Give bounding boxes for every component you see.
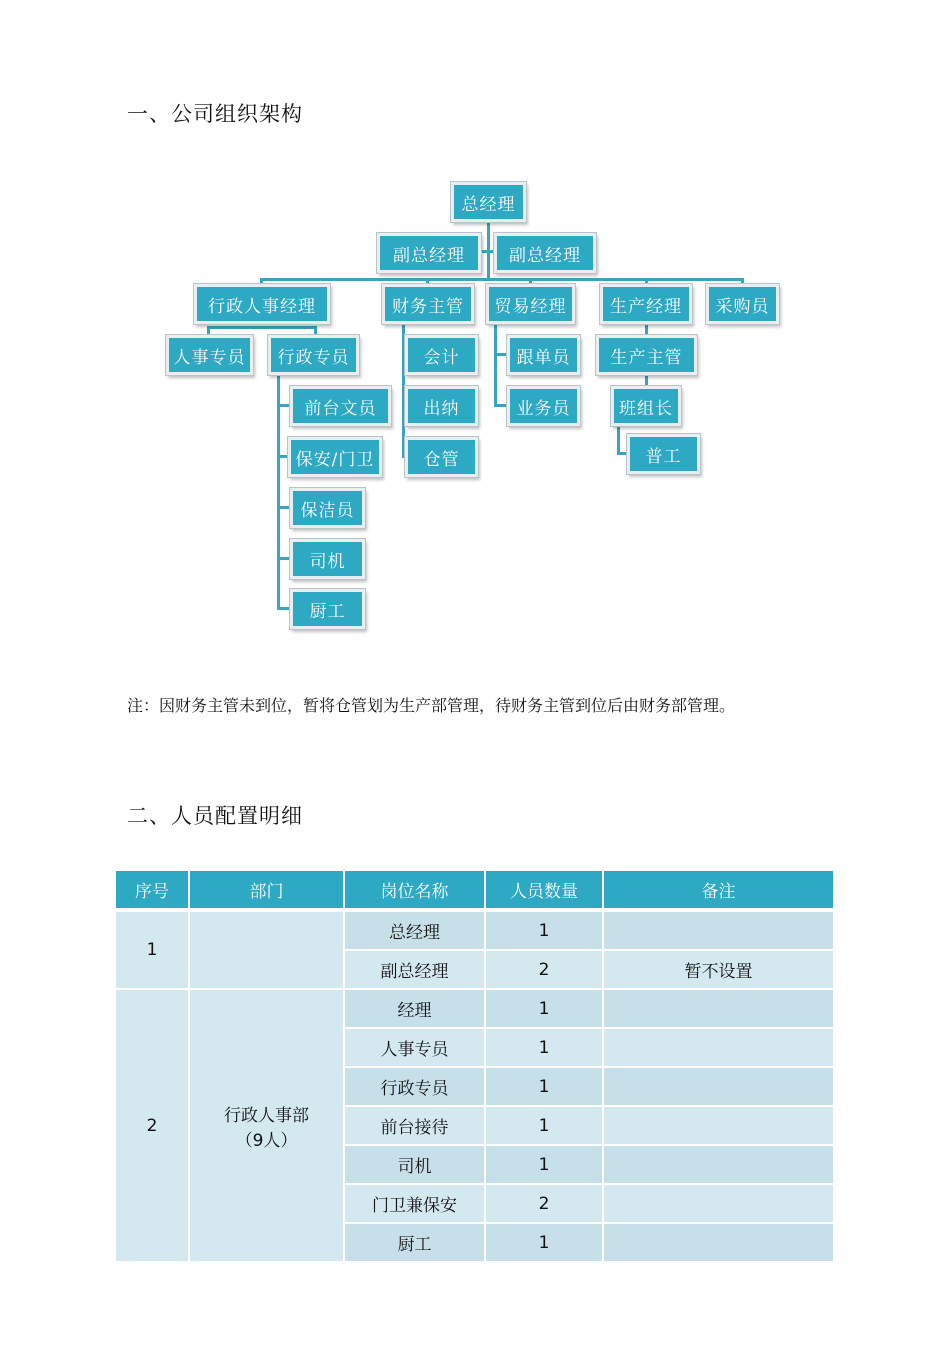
- node-cashier: 出纳: [405, 386, 478, 426]
- cell-position: 厨工: [344, 1223, 485, 1262]
- connector-supervisor: [645, 322, 648, 336]
- node-deputy-manager-left: 副总经理: [377, 233, 481, 273]
- header-department: 部门: [189, 871, 344, 910]
- cell-index: 2: [116, 989, 189, 1262]
- header-index: 序号: [116, 871, 189, 910]
- cell-position: 经理: [344, 989, 485, 1028]
- cell-position: 副总经理: [344, 950, 485, 989]
- node-general-worker: 普工: [627, 434, 700, 474]
- cell-position: 总经理: [344, 910, 485, 950]
- cell-count: 1: [485, 1145, 603, 1184]
- node-salesman: 业务员: [507, 386, 580, 426]
- cell-count: 1: [485, 989, 603, 1028]
- node-finance-supervisor: 财务主管: [382, 284, 474, 324]
- department-count: （9人）: [235, 1130, 298, 1151]
- cell-count: 1: [485, 910, 603, 950]
- connector-dept-bar: [260, 278, 744, 281]
- cell-index: 1: [116, 910, 189, 989]
- node-security-guard: 保安/门卫: [288, 437, 382, 477]
- cell-remark: [603, 1223, 834, 1262]
- cell-position: 门卫兼保安: [344, 1184, 485, 1223]
- node-cleaner: 保洁员: [290, 488, 365, 528]
- connector-driver: [277, 557, 291, 560]
- cell-count: 1: [485, 1028, 603, 1067]
- connector-cleaner: [277, 506, 291, 509]
- connector-cook: [277, 607, 291, 610]
- connector-worker-v: [617, 424, 620, 454]
- note-text: 注：因财务主管未到位，暂将仓管划为生产部管理，待财务主管到位后由财务部管理。: [127, 696, 736, 715]
- table-row: [116, 910, 834, 950]
- node-driver: 司机: [290, 539, 365, 579]
- connector-trade-trunk: [494, 322, 497, 406]
- node-deputy-manager-right: 副总经理: [494, 233, 596, 273]
- node-cook: 厨工: [290, 589, 365, 629]
- section-title-org: 一、公司组织架构: [127, 102, 303, 126]
- node-warehouse-keeper: 仓管: [405, 437, 478, 477]
- cell-count: 2: [485, 950, 603, 989]
- node-admin-manager: 行政人事经理: [194, 284, 330, 324]
- node-hr-specialist: 人事专员: [166, 335, 253, 375]
- cell-position: 人事专员: [344, 1028, 485, 1067]
- department-name: 行政人事部: [224, 1105, 309, 1126]
- cell-remark: [603, 1145, 834, 1184]
- cell-position: 司机: [344, 1145, 485, 1184]
- node-reception-clerk: 前台文员: [290, 386, 391, 426]
- cell-remark: [603, 1184, 834, 1223]
- connector-admin-specialist-trunk: [277, 374, 280, 610]
- cell-count: 1: [485, 1106, 603, 1145]
- cell-position: 行政专员: [344, 1067, 485, 1106]
- header-remark: 备注: [603, 871, 834, 910]
- cell-department: [189, 989, 344, 1262]
- connector-admin-children: [207, 326, 317, 329]
- node-production-manager: 生产经理: [600, 284, 692, 324]
- node-trade-manager: 贸易经理: [486, 284, 575, 324]
- table-header-row: [116, 871, 834, 910]
- cell-count: 1: [485, 1223, 603, 1262]
- cell-remark: [603, 1028, 834, 1067]
- connector-reception: [277, 404, 291, 407]
- header-position: 岗位名称: [344, 871, 485, 910]
- header-count: 人员数量: [485, 871, 603, 910]
- node-purchaser: 采购员: [706, 284, 779, 324]
- connector-merchandiser: [494, 353, 508, 356]
- cell-count: 1: [485, 1067, 603, 1106]
- node-production-supervisor: 生产主管: [596, 335, 697, 375]
- node-team-leader: 班组长: [611, 386, 681, 426]
- cell-count: 2: [485, 1184, 603, 1223]
- cell-department: [189, 910, 344, 989]
- cell-position: 前台接待: [344, 1106, 485, 1145]
- node-admin-specialist: 行政专员: [268, 335, 359, 375]
- cell-remark: 暂不设置: [603, 950, 834, 989]
- cell-remark: [603, 989, 834, 1028]
- node-general-manager: 总经理: [451, 182, 526, 222]
- table-row: [116, 989, 834, 1028]
- cell-remark: [603, 1067, 834, 1106]
- connector-salesman: [494, 404, 508, 407]
- section-title-staffing: 二、人员配置明细: [127, 804, 303, 828]
- staffing-table: [116, 871, 835, 1263]
- cell-remark: [603, 1106, 834, 1145]
- node-accountant: 会计: [405, 335, 478, 375]
- node-merchandiser: 跟单员: [507, 335, 580, 375]
- cell-remark: [603, 910, 834, 950]
